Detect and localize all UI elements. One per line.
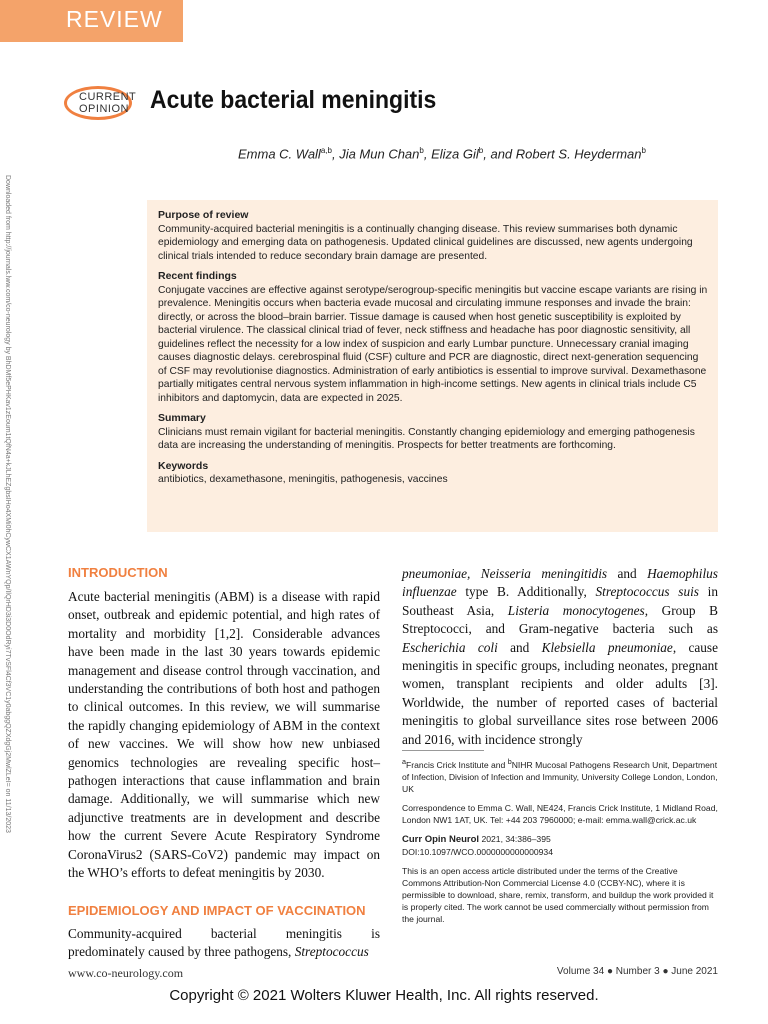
section-tag (0, 0, 183, 42)
epidemiology-paragraph (68, 925, 380, 962)
species-6: Klebsiella pneumoniae (541, 639, 673, 655)
author-3[interactable]: Eliza Gil (431, 146, 479, 162)
volume-info: Volume 34 ● Number 3 ● June 2021 (556, 966, 718, 977)
col2-text-5: and (510, 639, 530, 655)
author-1-affil: a,b (320, 146, 332, 155)
findings-heading: Recent findings (158, 270, 237, 282)
affil-sup-b: b (507, 758, 512, 766)
journal-citation (402, 833, 718, 858)
logo-line2: OPINION (79, 103, 129, 115)
download-watermark (4, 175, 38, 833)
species-2: Haemophilus influenzae (402, 566, 718, 600)
col2-text-4: , Group B Streptococci, and Gram-negative bacteria such as (402, 602, 718, 637)
col2-text-2: type B. Additionally, (465, 584, 587, 600)
intro-paragraph: Acute bacterial meningitis (ABM) is a disease with rapid onset, outbreak and epidemic potential, and high rates of mortality and morbidity [1,2]. Considerable advances have been made in the last 30 years towards epidemic management and disease control through vaccination, and understanding the contributions of both host and pathogen to clinical outcomes. In this review, we will summarise the rapidly changing epidemiology of ABM in the context of new vaccines. We will show how new unbiased genomics technologies are revealing specific host–pathogen interactions that cause inflammation and brain damage. Additionally, we will summarise which new adjunctive treatments are in development and describe how the current Severe Acute Respiratory Syndrome CoronaVirus2 (SARS-CoV2) pandemic may impact on the WHO’s efforts to defeat meningitis by 2030. (68, 589, 380, 881)
epi-text: Community-acquired bacterial meningitis is predominately caused by three pathogens, (68, 925, 380, 959)
affil-b: NIHR Mucosal Pathogens Research Unit, Department of Infection, Division of Infection and Immunity, University College London, London, UK (402, 759, 718, 794)
species-1: pneumoniae, Neisseria meningitidis (402, 566, 608, 581)
current-opinion-logo (64, 86, 137, 120)
author-4[interactable]: and Robert S. Heyderman (490, 146, 642, 162)
copyright-notice: Copyright © 2021 Wolters Kluwer Health, Inc. All rights reserved. (169, 987, 599, 1004)
summary-text: Clinicians must remain vigilant for bacterial meningitis. Constantly changing epidemiology and emerging pathogenesis data are increasing the understanding of meningitis. Prospects for better treatments are forthcoming. (158, 426, 695, 451)
purpose-heading: Purpose of review (158, 209, 249, 221)
journal-ref: Curr Opin Neurol (402, 833, 480, 845)
epidemiology-heading: EPIDEMIOLOGY AND IMPACT OF VACCINATION (68, 902, 366, 918)
species-5: Escherichia coli (402, 639, 498, 655)
license-text: This is an open access article distributed under the terms of the Creative Commons Attribution-Non Commercial License 4.0 (CCBY-NC), where it is permissible to download, share, remix, transform, and buildup the work provided it is properly cited. The work cannot be used commercially without permission from the journal. (402, 865, 714, 924)
abstract-box (147, 200, 718, 532)
body-column-left (68, 565, 380, 961)
intro-heading: INTRODUCTION (68, 565, 168, 580)
logo-line1: CURRENT (79, 91, 137, 103)
author-1[interactable]: Emma C. Wall (238, 146, 321, 162)
download-watermark-text: Downloaded from http://journals.lww.com/co-neurology by BhDMf5ePHKav1zEoum1tQfN4a+kJLhEZgbsIHo4XMi0hCywCX1AWnYQp/IlQrHD3i3D0OdRyi7TvSFl4Cf3VC1y0abggQZXdgGj2MwlZLeI= on 11/13/2023 (4, 175, 11, 833)
affil-sup-a: a (402, 758, 406, 766)
footnote-rule (402, 750, 484, 751)
website-link[interactable]: www.co-neurology.com (68, 966, 184, 980)
article-title: Acute bacterial meningitis (150, 86, 437, 114)
keywords-heading: Keywords (158, 459, 209, 472)
journal-info: 2021, 34:386–395 (481, 833, 551, 844)
doi-link[interactable]: DOI:10.1097/WCO.0000000000000934 (402, 846, 553, 857)
findings-text: Conjugate vaccines are effective against serotype/serogroup-specific meningitis but vaccine escape variants are rising in prevalence. Meningitis occurs when bacteria evade mucosal and circulating immune responses and invade the brain: directly, or across the blood–brain barrier. Tissue damage is caused when host genetic susceptibility is exploited by bacterial virulence. The classical clinical triad of fever, neck stiffness and headache has poor diagnostic sensitivity, all guidelines reflect the necessity for a low index of suspicion and early Lumbar puncture. Unnecessary cranial imaging causes diagnostic delays. cerebrospinal fluid (CSF) culture and PCR are diagnostic, direct next-generation sequencing of CSF may revolutionise diagnostics. Administration of early antibiotics is essential to improve survival. Dexamethasone partially mitigates central nervous system inflammation in high-income settings. New agents in clinical trials include C5 inhibitors and daptomycin, data are expected in 2025. (158, 284, 708, 404)
author-list: Emma C. Wall$^{a,b}$, Jia Mun Chan$^b$, Eliza Gil$^b$, and Robert S. Heyderman$^b$ (238, 146, 646, 162)
body-column-right (402, 565, 718, 749)
author-2[interactable]: Jia Mun Chan (339, 146, 420, 162)
affiliations (402, 756, 718, 795)
correspondence[interactable]: Correspondence to Emma C. Wall, NE424, Francis Crick Institute, 1 Midland Road, London NW1 1AT, UK. Tel: +44 203 7960000; e-mail: emma.wall@crick.ac.uk (402, 802, 718, 825)
author-3-affil: b (478, 146, 484, 155)
col2-text-6: , cause meningitis in specific groups, including neonates, pregnant women, transplant recipients and older adults [3]. Worldwide, the number of reported cases of bacterial meningitis to global surveillance sites rose between 2006 and 2016, with incidence strongly (402, 639, 718, 747)
epi-text-italic: Streptococcus (294, 943, 369, 959)
purpose-text: Community-acquired bacterial meningitis is a continually changing disease. This review summarises both dynamic epidemiology and emerging data on pathogenesis. Updated clinical guidelines are discussed, new agents undergoing clinical trials intended to reduce secondary brain damage are presented. (158, 223, 693, 262)
col2-text-1: and (617, 566, 637, 581)
section-tag-label: REVIEW (66, 6, 163, 32)
species-4: Listeria monocytogenes (507, 602, 645, 618)
col2-text-3: in Southeast Asia, (402, 584, 719, 618)
keywords-text: antibiotics, dexamethasone, meningitis, pathogenesis, vaccines (158, 474, 448, 485)
footnotes (402, 756, 718, 932)
author-4-affil: b (641, 146, 646, 155)
summary-heading: Summary (158, 412, 206, 424)
author-2-affil: b (419, 146, 424, 155)
affil-a: Francis Crick Institute and (405, 759, 506, 770)
species-3: Streptococcus suis (595, 584, 699, 600)
